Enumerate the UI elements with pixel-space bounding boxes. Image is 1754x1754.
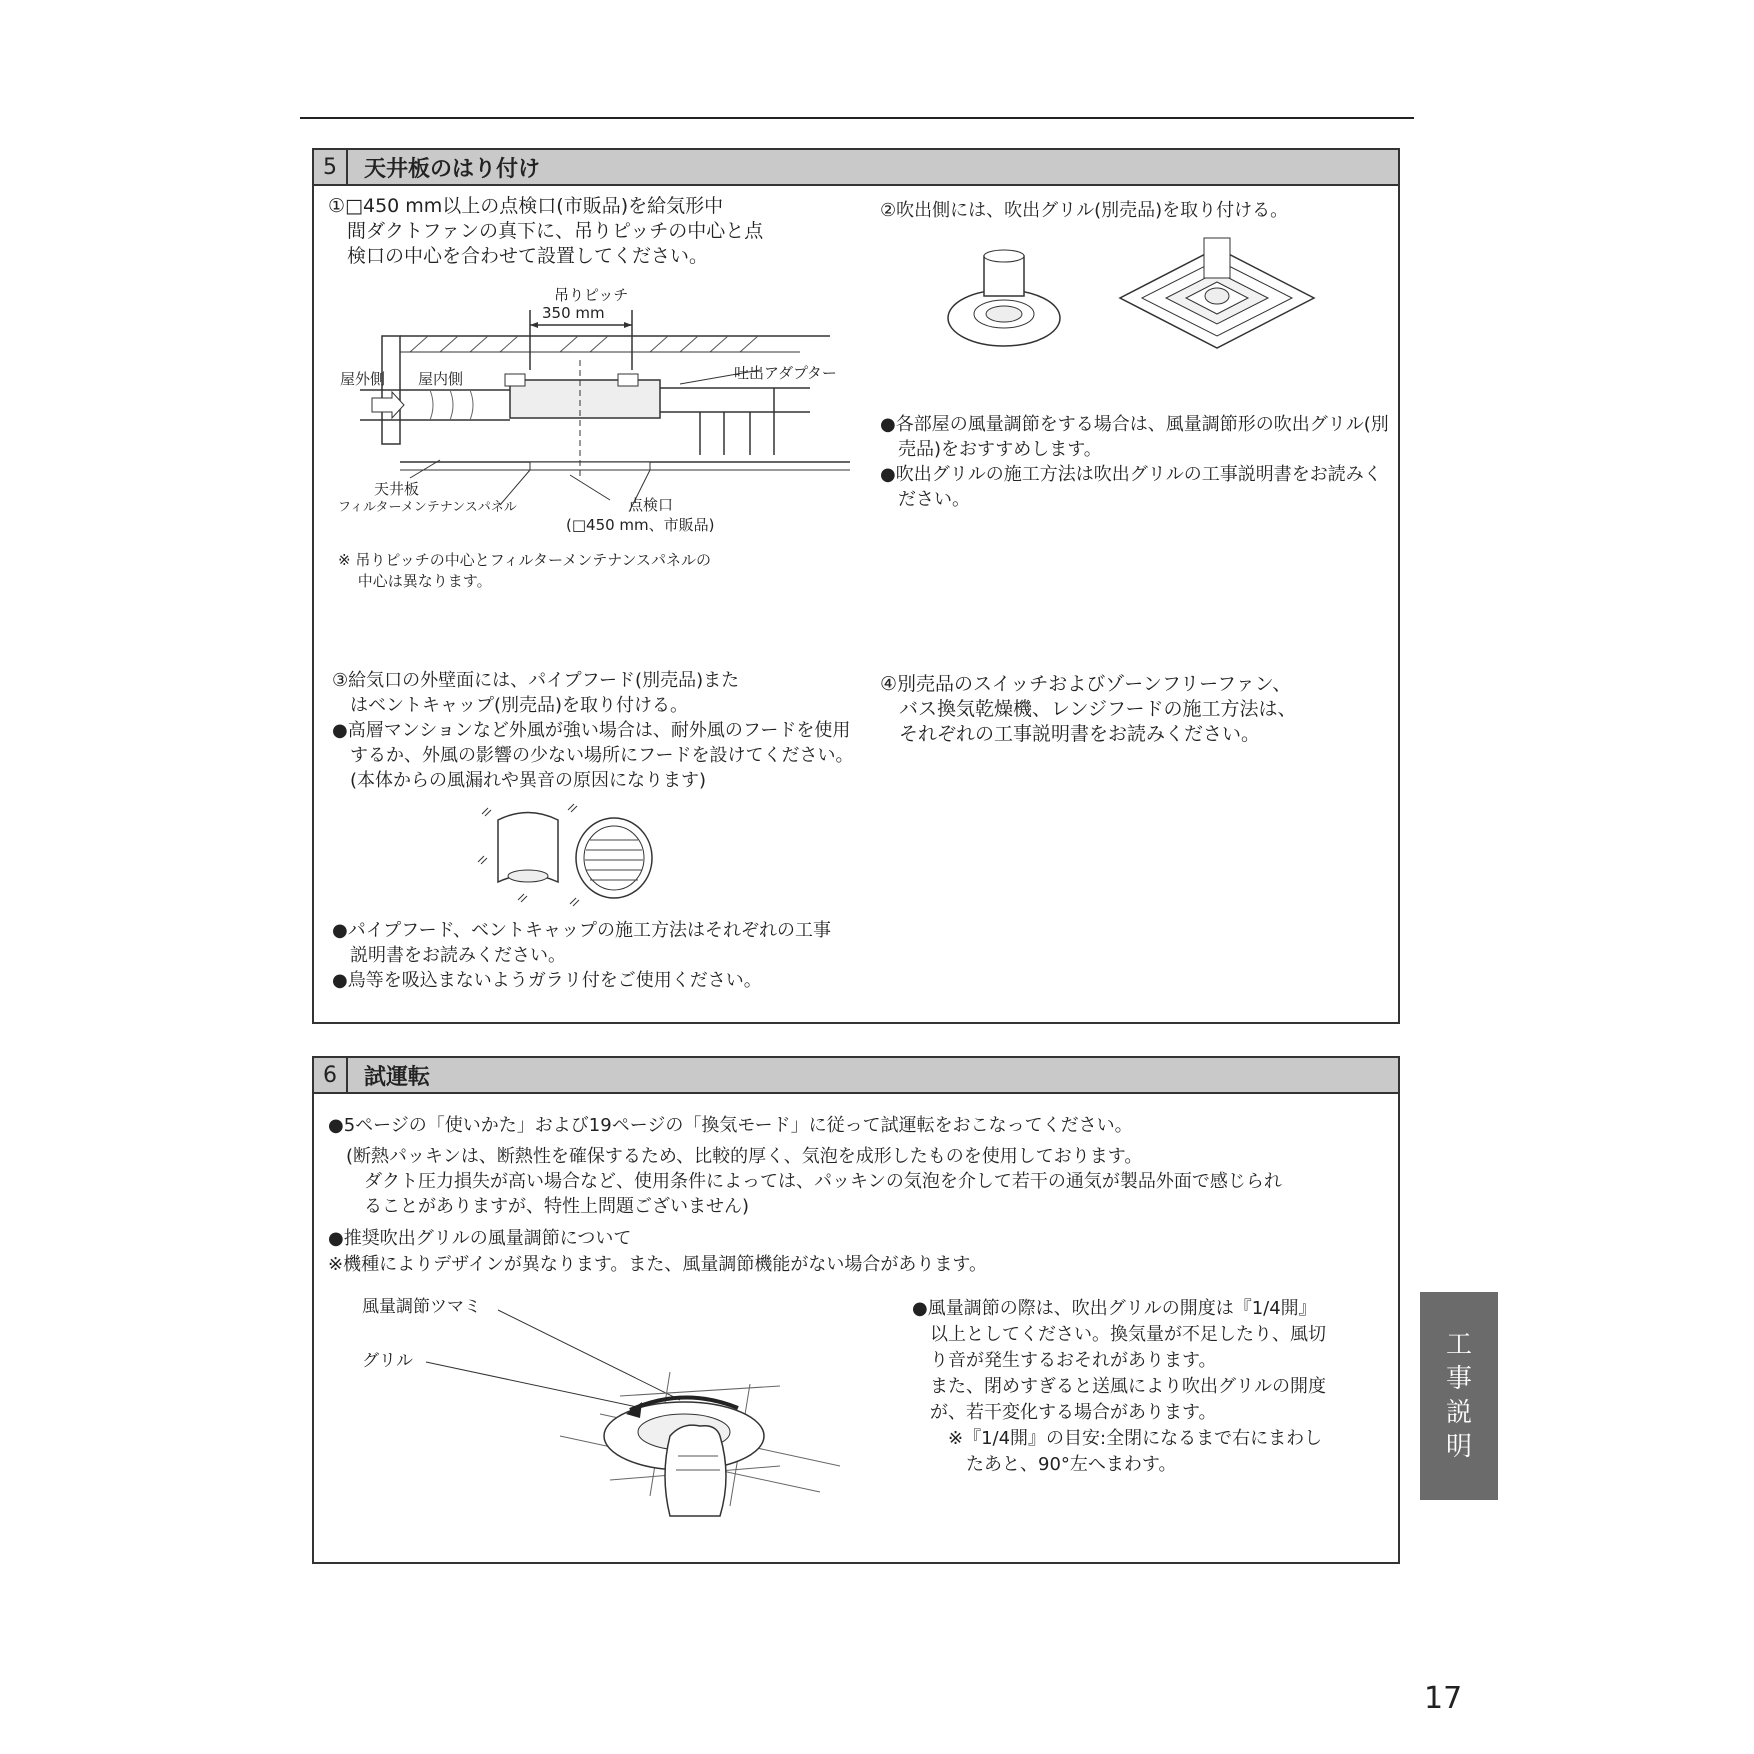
pitch-label: 吊りピッチ — [554, 286, 629, 304]
side-tab-char-4: 明 — [1445, 1432, 1472, 1462]
inspection-note: (□450 mm、市販品) — [566, 516, 715, 534]
pipe-hood-vent-cap-image — [478, 800, 658, 915]
section-5-title: 天井板のはり付け — [364, 156, 541, 182]
filter-panel-label: フィルターメンテナンスパネル — [338, 500, 517, 515]
packing-note: (断熱パッキンは、断熱性を確保するため、比較的厚く、気泡を成形したものを使用しております。 ダクト圧力損失が高い場合など、使用条件によっては、パッキンの気泡を介して若干の通気が製品外面で感じられ ることがありますが、特性上問題ございません) — [345, 1146, 1282, 1217]
grille-label: グリル — [362, 1351, 413, 1371]
side-tab-char-2: 事 — [1445, 1364, 1472, 1394]
section-6-number: 6 — [314, 1058, 348, 1092]
section-5-header — [314, 150, 1398, 186]
pitch-value: 350 mm — [542, 304, 605, 322]
test-run-instruction: ●5ページの「使いかた」および19ページの「換気モード」に従って試運転をおこなってください。 — [328, 1115, 1133, 1136]
adapter-label: 吐出アダプター — [734, 364, 837, 382]
grille-adjust-image — [420, 1296, 860, 1536]
step-1-text: ①□450 mm以上の点検口(市販品)を給気形中 間ダクトファンの真下に、吊りピッチの中心と点 検口の中心を合わせて設置してください。 — [328, 195, 764, 267]
step-3-bullets: ●パイプフード、ベントキャップの施工方法はそれぞれの工事 説明書をお読みください。 ●鳥等を吸込まないようガラリ付をご使用ください。 — [332, 920, 832, 991]
ceiling-label: 天井板 — [374, 480, 420, 498]
top-rule — [300, 117, 1414, 119]
page-number: 17 — [1424, 1681, 1463, 1716]
section-6-header — [314, 1058, 1398, 1094]
note-1: ※ 吊りピッチの中心とフィルターメンテナンスパネルの 中心は異なります。 — [338, 551, 711, 590]
step-2-bullets: ●各部屋の風量調節をする場合は、風量調節形の吹出グリル(別 売品)をおすすめします。 ●吹出グリルの施工方法は吹出グリルの工事説明書をお読みく ださい。 — [880, 414, 1389, 510]
step-3-text: ③給気口の外壁面には、パイプフード(別売品)また はベントキャップ(別売品)を取り付ける。 ●高層マンションなど外風が強い場合は、耐外風のフードを使用 するか、外風の影響の少ない場所にフードを設けてください。 (本体からの風漏れや異音の原因になります) — [332, 670, 854, 791]
outdoor-label: 屋外側 — [340, 370, 386, 388]
round-grille-image — [940, 248, 1070, 348]
section-6-title: 試運転 — [364, 1064, 431, 1090]
side-tab-char-3: 説 — [1445, 1398, 1472, 1428]
side-tab-char-1: 工 — [1445, 1330, 1472, 1360]
step-4-text: ④別売品のスイッチおよびゾーンフリーファン、 バス換気乾燥機、レンジフードの施工方法は、 それぞれの工事説明書をお読みください。 — [880, 673, 1297, 745]
design-note: ※機種によりデザインが異なります。また、風量調節機能がない場合があります。 — [328, 1254, 987, 1275]
knob-label: 風量調節ツマミ — [362, 1297, 481, 1317]
inspection-label: 点検口 — [628, 496, 674, 514]
indoor-label: 屋内側 — [418, 370, 464, 388]
square-grille-image — [1112, 238, 1322, 358]
section-5-number: 5 — [314, 150, 348, 184]
grille-adjust-heading: ●推奨吹出グリルの風量調節について — [328, 1228, 632, 1249]
side-tab-construction-manual — [1420, 1292, 1498, 1500]
adjust-instruction: ●風量調節の際は、吹出グリルの開度は『1/4開』 以上としてください。換気量が不足したり、風切 り音が発生するおそれがあります。 また、閉めすぎると送風により吹出グリルの開度 が、若干変化する場合があります。 ※『1/4開』の目安:全閉になるまで右にまわし たあと、90°左へまわす。 — [912, 1298, 1326, 1475]
step-2-text: ②吹出側には、吹出グリル(別売品)を取り付ける。 — [880, 200, 1289, 221]
